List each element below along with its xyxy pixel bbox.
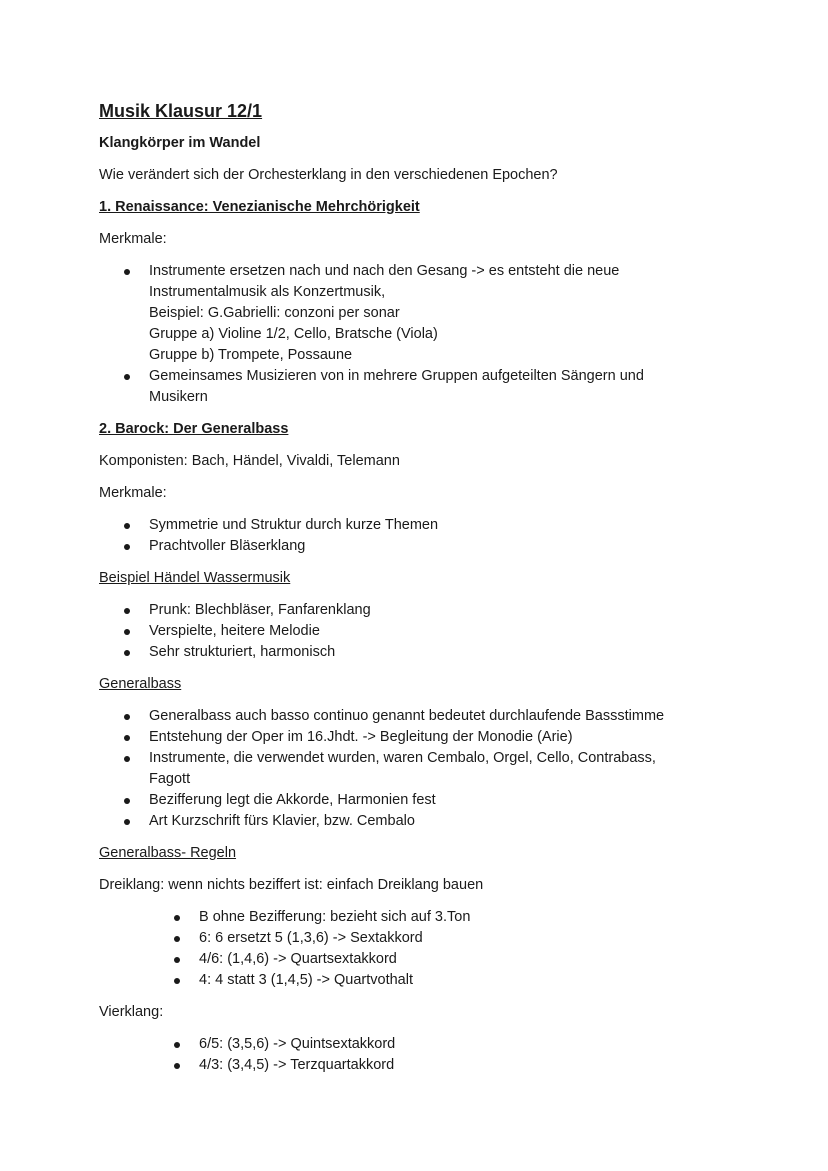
list-item [149, 811, 759, 832]
list-item [149, 748, 759, 790]
bullet-icon [124, 798, 130, 804]
list-item [149, 261, 759, 366]
section2-merkmale-label: Merkmale: [99, 485, 167, 501]
list-item [199, 970, 759, 991]
list-item-line: Gruppe a) Violine 1/2, Cello, Bratsche (Viola) [149, 326, 438, 342]
list-item [149, 515, 759, 536]
regeln-heading: Generalbass- Regeln [99, 845, 237, 861]
beispiel-heading: Beispiel Händel Wassermusik [99, 570, 291, 586]
section2-merkmale-list [99, 515, 759, 557]
list-item [149, 642, 759, 663]
list-item-text: 4: 4 statt 3 (1,4,5) -> Quartvothalt [199, 972, 413, 988]
section1-merkmale-label: Merkmale: [99, 231, 167, 247]
list-item-line: Musikern [149, 389, 208, 405]
list-item [149, 366, 759, 408]
list-item [149, 600, 759, 621]
section2-heading: 2. Barock: Der Generalbass [99, 421, 289, 437]
beispiel-list [99, 600, 759, 663]
list-item-text: Sehr strukturiert, harmonisch [149, 644, 336, 660]
list-item-line: Instrumente ersetzen nach und nach den Gesang -> es entsteht die neue [149, 263, 620, 279]
bullet-icon [174, 1042, 180, 1048]
list-item [199, 1055, 759, 1076]
list-item-text: Verspielte, heitere Melodie [149, 623, 320, 639]
list-item-text: 6/5: (3,5,6) -> Quintsextakkord [199, 1036, 396, 1052]
dreiklang-label: Dreiklang: wenn nichts beziffert ist: einfach Dreiklang bauen [99, 877, 484, 893]
bullet-icon [124, 544, 130, 550]
list-item-text: 4/6: (1,4,6) -> Quartsextakkord [199, 951, 397, 967]
subtitle: Klangkörper im Wandel [99, 135, 261, 151]
list-item-line: Fagott [149, 771, 191, 787]
list-item [149, 790, 759, 811]
list-item-line: Instrumente, die verwendet wurden, waren Cembalo, Orgel, Cello, Contrabass, [149, 750, 656, 766]
bullet-icon [174, 915, 180, 921]
bullet-icon [124, 735, 130, 741]
list-item-line: Beispiel: G.Gabrielli: conzoni per sonar [149, 305, 400, 321]
list-item [199, 907, 759, 928]
bullet-icon [174, 978, 180, 984]
document-title: Musik Klausur 12/1 [99, 101, 263, 121]
list-item-line: Generalbass auch basso continuo genannt bedeutet durchlaufende Bassstimme [149, 708, 665, 724]
generalbass-heading: Generalbass [99, 676, 182, 692]
list-item [199, 949, 759, 970]
vierklang-label: Vierklang: [99, 1004, 164, 1020]
list-item-line: Bezifferung legt die Akkorde, Harmonien fest [149, 792, 436, 808]
list-item-text: 6: 6 ersetzt 5 (1,3,6) -> Sextakkord [199, 930, 423, 946]
question: Wie verändert sich der Orchesterklang in den verschiedenen Epochen? [99, 167, 558, 183]
list-item [199, 928, 759, 949]
dreiklang-list [99, 907, 759, 991]
bullet-icon [174, 957, 180, 963]
bullet-icon [124, 523, 130, 529]
section1-heading: 1. Renaissance: Venezianische Mehrchörigkeit [99, 199, 420, 215]
bullet-icon [124, 650, 130, 656]
list-item-text: Symmetrie und Struktur durch kurze Themen [149, 517, 439, 533]
bullet-icon [124, 819, 130, 825]
list-item-line: Entstehung der Oper im 16.Jhdt. -> Begleitung der Monodie (Arie) [149, 729, 573, 745]
list-item [149, 621, 759, 642]
bullet-icon [124, 269, 130, 275]
list-item [199, 1034, 759, 1055]
list-item-line: Gruppe b) Trompete, Possaune [149, 347, 353, 363]
list-item-line: Gemeinsames Musizieren von in mehrere Gruppen aufgeteilten Sängern und [149, 368, 644, 384]
bullet-icon [124, 756, 130, 762]
list-item [149, 706, 759, 727]
list-item-text: 4/3: (3,4,5) -> Terzquartakkord [199, 1057, 395, 1073]
document-page [99, 98, 759, 1087]
list-item [149, 727, 759, 748]
composers: Komponisten: Bach, Händel, Vivaldi, Telemann [99, 453, 400, 469]
list-item [149, 536, 759, 557]
bullet-icon [174, 1063, 180, 1069]
bullet-icon [124, 629, 130, 635]
list-item-line: Instrumentalmusik als Konzertmusik, [149, 284, 386, 300]
bullet-icon [174, 936, 180, 942]
list-item-text: B ohne Bezifferung: bezieht sich auf 3.Ton [199, 909, 471, 925]
bullet-icon [124, 608, 130, 614]
generalbass-list [99, 706, 759, 832]
vierklang-list [99, 1034, 759, 1076]
list-item-text: Prunk: Blechbläser, Fanfarenklang [149, 602, 371, 618]
section1-list [99, 261, 759, 408]
bullet-icon [124, 714, 130, 720]
list-item-text: Prachtvoller Bläserklang [149, 538, 306, 554]
list-item-line: Art Kurzschrift fürs Klavier, bzw. Cembalo [149, 813, 415, 829]
bullet-icon [124, 374, 130, 380]
